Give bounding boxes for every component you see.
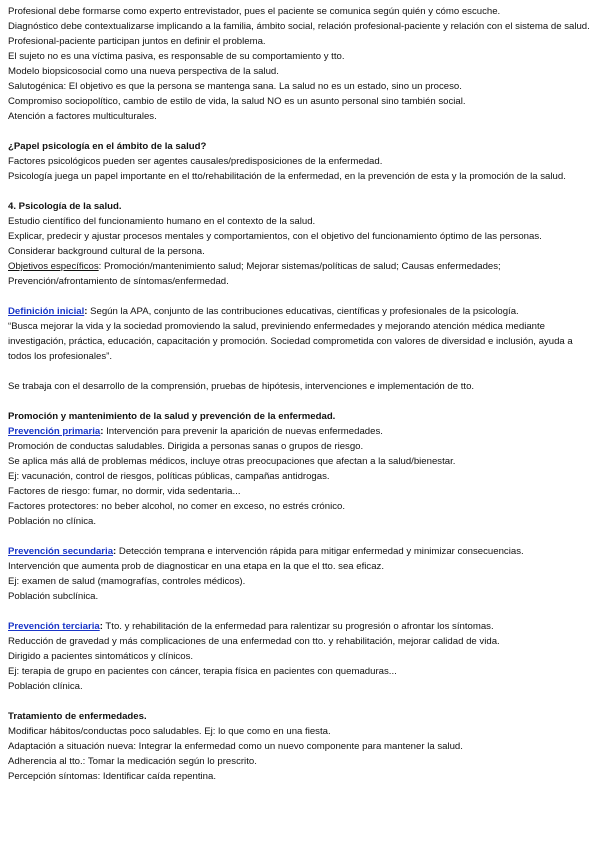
tratamiento-line: Percepción síntomas: Identificar caída repentina.	[8, 771, 216, 782]
tratamiento-line: Adaptación a situación nueva: Integrar la enfermedad como un nuevo componente para mantener la salud.	[8, 741, 463, 752]
primaria-detail: Factores protectores: no beber alcohol, no comer en exceso, no estrés crónico.	[8, 501, 346, 512]
definicion-section	[8, 304, 592, 364]
primaria-detail: Población no clínica.	[8, 516, 96, 527]
promocion-section	[8, 409, 592, 694]
intro-line: Compromiso sociopolítico, cambio de estilo de vida, la salud NO es un asunto personal sino también social.	[8, 96, 466, 107]
intro-line: Modelo biopsicosocial como una nueva perspectiva de la salud.	[8, 66, 279, 77]
terciaria-detail: Dirigido a pacientes sintomáticos y clínicos.	[8, 651, 194, 662]
papel-line: Factores psicológicos pueden ser agentes causales/predisposiciones de la enfermedad.	[8, 156, 383, 167]
section-heading: Promoción y mantenimiento de la salud y prevención de la enfermedad.	[8, 411, 336, 422]
definicion-link[interactable]: Definición inicial	[8, 306, 85, 317]
objetivos-line	[8, 259, 592, 289]
intro-line: Atención a factores multiculturales.	[8, 111, 157, 122]
primaria-detail: Se aplica más allá de problemas médicos, incluye otras preocupaciones que afectan a la salud/bienestar.	[8, 456, 456, 467]
terciaria-detail: Población clínica.	[8, 681, 83, 692]
secundaria-detail: Ej: examen de salud (mamografías, controles médicos).	[8, 576, 246, 587]
psicologia-line: Estudio científico del funcionamiento humano en el contexto de la salud.	[8, 216, 316, 227]
secundaria-text: Detección temprana e intervención rápida para mitigar enfermedad y minimizar consecuencias.	[116, 546, 524, 557]
tratamiento-line: Adherencia al tto.: Tomar la medicación según lo prescrito.	[8, 756, 257, 767]
section-heading: 4. Psicología de la salud.	[8, 201, 122, 212]
papel-section	[8, 139, 592, 184]
papel-line: Psicología juega un papel importante en el tto/rehabilitación de la enfermedad, en la prevención de esta y la promoción de la salud.	[8, 171, 566, 182]
primaria-line: Prevención primaria: Intervención para prevenir la aparición de nuevas enfermedades.	[8, 426, 383, 437]
intro-line: Profesional debe formarse como experto entrevistador, pues el paciente se comunica según quién y cómo escuche.	[8, 6, 501, 17]
objetivos-label: Objetivos específicos	[8, 261, 99, 272]
intro-line: Profesional-paciente participan juntos en definir el problema.	[8, 36, 266, 47]
definicion-line: Definición inicial: Según la APA, conjunto de las contribuciones educativas, científicas y profesionales de la psicología.	[8, 306, 519, 317]
terciaria-line: Prevención terciaria: Tto. y rehabilitación de la enfermedad para ralentizar su progresión o afrontar los síntomas.	[8, 621, 494, 632]
intro-line: El sujeto no es una víctima pasiva, es responsable de su comportamiento y tto.	[8, 51, 345, 62]
primaria-detail: Promoción de conductas saludables. Dirigida a personas sanas o grupos de riesgo.	[8, 441, 364, 452]
secundaria-detail: Intervención que aumenta prob de diagnosticar en una etapa en la que el tto. sea eficaz.	[8, 561, 385, 572]
section-heading: Tratamiento de enfermedades.	[8, 711, 147, 722]
secundaria-line: Prevención secundaria: Detección temprana e intervención rápida para mitigar enfermedad y minimizar consecuencias.	[8, 546, 524, 557]
prevencion-terciaria-link[interactable]: Prevención terciaria	[8, 621, 100, 632]
primaria-detail: Ej: vacunación, control de riesgos, políticas públicas, campañas antidrogas.	[8, 471, 330, 482]
objetivos-text: : Promoción/mantenimiento salud; Mejorar sistemas/políticas de salud; Causas enfermedades; Prevención/afrontamiento de síntomas/enfermedad.	[8, 261, 501, 287]
trabajo-line: Se trabaja con el desarrollo de la comprensión, pruebas de hipótesis, intervenciones e implementación de tto.	[8, 381, 475, 392]
section-heading: ¿Papel psicología en el ámbito de la salud?	[8, 141, 207, 152]
primaria-detail: Factores de riesgo: fumar, no dormir, vida sedentaria...	[8, 486, 241, 497]
psicologia-line: Explicar, predecir y ajustar procesos mentales y comportamientos, con el objetivo del funcionamiento óptimo de las personas.	[8, 231, 542, 242]
psicologia-line: Considerar background cultural de la persona.	[8, 246, 205, 257]
definicion-quote: “Busca mejorar la vida y la sociedad promoviendo la salud, previniendo enfermedades y mejorando atención médica mediante investigación, práctica, educación, capacitación y promoción. Sociedad comprometida con valores de diversidad e inclusión, ayuda a todos los profesionales”.	[8, 321, 573, 362]
intro-section	[8, 4, 592, 124]
psicologia-section	[8, 199, 592, 289]
primaria-text: Intervención para prevenir la aparición de nuevas enfermedades.	[103, 426, 383, 437]
intro-line: Salutogénica: El objetivo es que la persona se mantenga sana. La salud no es un estado, sino un proceso.	[8, 81, 462, 92]
intro-line: Diagnóstico debe contextualizarse implicando a la familia, ámbito social, relación profesional-paciente y relación con el sistema de salud.	[8, 21, 590, 32]
terciaria-detail: Reducción de gravedad y más complicaciones de una enfermedad con tto. y rehabilitación, mejorar calidad de vida.	[8, 636, 500, 647]
terciaria-detail: Ej: terapia de grupo en pacientes con cáncer, terapia física en pacientes con quemaduras...	[8, 666, 397, 677]
secundaria-detail: Población subclínica.	[8, 591, 99, 602]
tratamiento-section	[8, 709, 592, 784]
terciaria-text: Tto. y rehabilitación de la enfermedad para ralentizar su progresión o afrontar los síntomas.	[102, 621, 494, 632]
prevencion-secundaria-link[interactable]: Prevención secundaria	[8, 546, 114, 557]
tratamiento-line: Modificar hábitos/conductas poco saludables. Ej: lo que como en una fiesta.	[8, 726, 331, 737]
definicion-text: Según la APA, conjunto de las contribuciones educativas, científicas y profesionales de la psicología.	[87, 306, 519, 317]
prevencion-primaria-link[interactable]: Prevención primaria	[8, 426, 101, 437]
